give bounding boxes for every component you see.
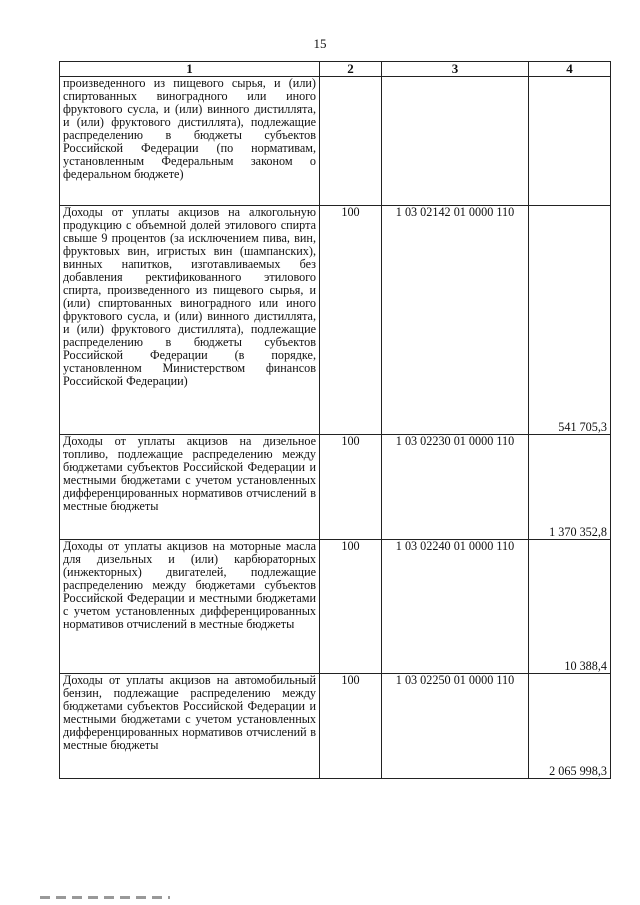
amount: 10 388,4 <box>529 540 611 674</box>
table-row <box>60 77 611 206</box>
amount: 1 370 352,8 <box>529 435 611 540</box>
amount <box>529 77 611 206</box>
admin-code: 100 <box>320 540 382 674</box>
page-number: 15 <box>313 36 327 51</box>
table-row <box>60 206 611 435</box>
table-header-row <box>60 62 611 77</box>
admin-code: 100 <box>320 435 382 540</box>
budget-classification-code: 1 03 02250 01 0000 110 <box>382 674 529 779</box>
admin-code <box>320 77 382 206</box>
scan-artifact <box>40 896 170 899</box>
budget-classification-code <box>382 77 529 206</box>
revenue-description: Доходы от уплаты акцизов на моторные масла для дизельных и (или) карбюраторных (инжекторных) двигателей, подлежащие распределению между бюджетами субъектов Российской Федерации и местными бюджетами с учетом установленных дифференцированных нормативов отчислений в местные бюджеты <box>60 540 320 674</box>
table-row <box>60 540 611 674</box>
revenue-description: Доходы от уплаты акцизов на автомобильный бензин, подлежащие распределению между бюджетами субъектов Российской Федерации и местными бюджетами с учетом установленных дифференцированных нормативов отчислений в местные бюджеты <box>60 674 320 779</box>
column-header: 4 <box>529 62 611 77</box>
budget-revenue-table <box>59 61 611 779</box>
amount: 2 065 998,3 <box>529 674 611 779</box>
table-row <box>60 674 611 779</box>
column-header: 1 <box>60 62 320 77</box>
table-row <box>60 435 611 540</box>
column-header: 2 <box>320 62 382 77</box>
budget-classification-code: 1 03 02230 01 0000 110 <box>382 435 529 540</box>
revenue-description: Доходы от уплаты акцизов на алкогольную продукцию с объемной долей этилового спирта свыше 9 процентов (за исключением пива, вин, фруктовых вин, игристых вин (шампанских), винных напитков, изготавливаемых без добавления ректификованного этилового спирта, произведенного из пищевого сырья, и (или) спиртованных виноградного или иного фруктового сусла, и (или) винного дистиллята, и (или) фруктового дистиллята), подлежащие распределению в бюджеты субъектов Российской Федерации (в порядке, установленном Министерством финансов Российской Федерации) <box>60 206 320 435</box>
revenue-description: произведенного из пищевого сырья, и (или) спиртованных виноградного или иного фруктового сусла, и (или) винного дистиллята, и (или) фруктового дистиллята), подлежащие распределению в бюджеты субъектов Российской Федерации (по нормативам, установленным Федеральным законом о федеральном бюджете) <box>60 77 320 206</box>
amount: 541 705,3 <box>529 206 611 435</box>
column-header: 3 <box>382 62 529 77</box>
budget-classification-code: 1 03 02240 01 0000 110 <box>382 540 529 674</box>
revenue-description: Доходы от уплаты акцизов на дизельное топливо, подлежащие распределению между бюджетами субъектов Российской Федерации и местными бюджетами с учетом установленных дифференцированных нормативов отчислений в местные бюджеты <box>60 435 320 540</box>
budget-classification-code: 1 03 02142 01 0000 110 <box>382 206 529 435</box>
admin-code: 100 <box>320 206 382 435</box>
admin-code: 100 <box>320 674 382 779</box>
